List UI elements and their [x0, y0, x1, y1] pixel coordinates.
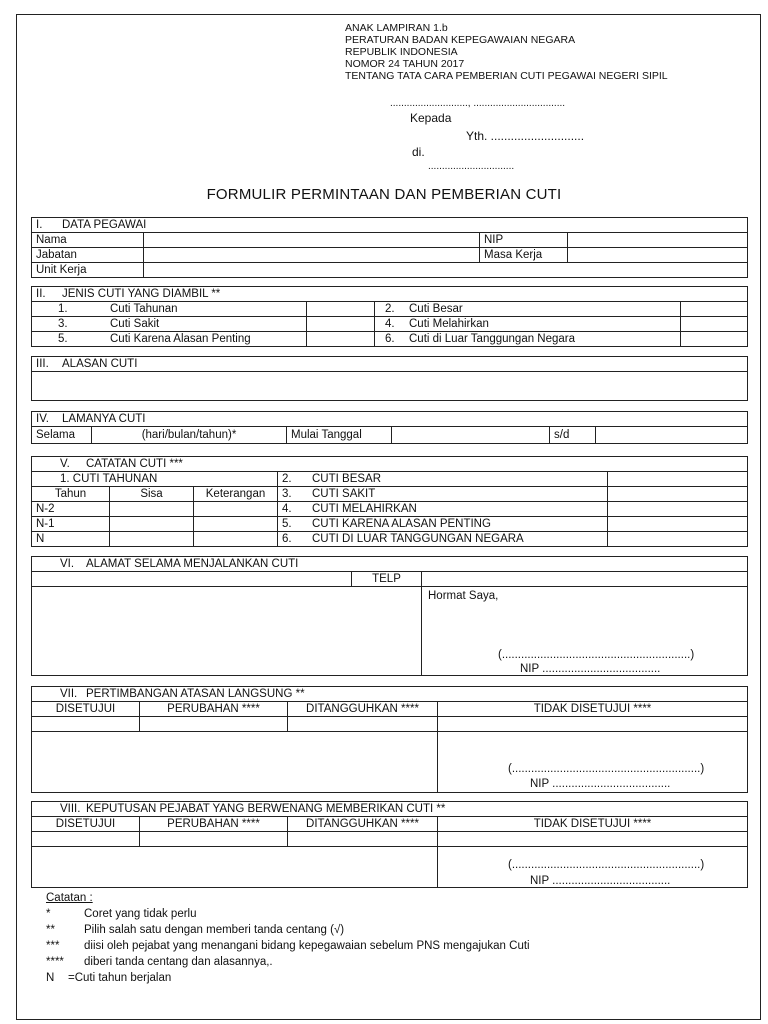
catatan-item-label: 6. CUTI DI LUAR TANGGUNGAN NEGARA [278, 532, 608, 547]
sd-label: s/d [550, 427, 596, 444]
ditangguhkan-header: DITANGGUHKAN **** [288, 817, 438, 832]
selama-label: Selama [32, 427, 92, 444]
yth-line: Yth. ............................ [466, 129, 585, 143]
catatan-item-field[interactable] [608, 532, 748, 547]
section-title: DATA PEGAWAI [62, 218, 147, 231]
section-number: III. [36, 357, 49, 370]
signature-name-line[interactable]: (...........................................................) [508, 859, 705, 871]
tidak-disetujui-header: TIDAK DISETUJUI **** [438, 702, 748, 717]
section-title: PERTIMBANGAN ATASAN LANGSUNG ** [86, 687, 305, 700]
catatan-item-label: 5. CUTI KARENA ALASAN PENTING [278, 517, 608, 532]
mulai-tanggal-label: Mulai Tanggal [287, 427, 392, 444]
leave-type-check[interactable] [681, 302, 748, 317]
keterangan-header: Keterangan [194, 487, 278, 502]
leave-type-label: 6. Cuti di Luar Tanggungan Negara [375, 332, 681, 347]
nip-label: NIP [480, 233, 568, 248]
section-number: IV. [36, 412, 50, 425]
section-keputusan-pejabat [31, 801, 748, 888]
signature-nip-line[interactable]: NIP ..................................... [530, 778, 671, 790]
start-date-field[interactable] [392, 427, 550, 444]
section-catatan-cuti [31, 456, 748, 547]
nama-field[interactable] [144, 233, 480, 248]
header-line: TENTANG TATA CARA PEMBERIAN CUTI PEGAWAI NEGERI SIPIL [345, 70, 668, 82]
ditangguhkan-check[interactable] [288, 832, 438, 847]
year-label: N-2 [32, 502, 110, 517]
signature-nip-line[interactable]: NIP ..................................... [530, 875, 671, 887]
alamat-detail-field[interactable] [32, 587, 422, 676]
keterangan-field[interactable] [194, 532, 278, 547]
section-lamanya-cuti [31, 411, 748, 444]
note-item: *** diisi oleh pejabat yang menangani bidang kepegawaian sebelum PNS mengajukan Cuti [46, 940, 530, 952]
catatan-item-label: 4. CUTI MELAHIRKAN [278, 502, 608, 517]
section-number: VIII. [60, 802, 81, 815]
duration-unit-field[interactable]: (hari/bulan/tahun)* [92, 427, 287, 444]
signature-nip-line[interactable]: NIP ..................................... [520, 663, 661, 675]
section-number: VI. [60, 557, 75, 570]
sisa-field[interactable] [110, 532, 194, 547]
ditangguhkan-check[interactable] [288, 717, 438, 732]
header-line: REPUBLIK INDONESIA [345, 46, 458, 58]
year-label: N-1 [32, 517, 110, 532]
telp-label: TELP [352, 572, 422, 587]
leave-type-label: 3. Cuti Sakit [32, 317, 307, 332]
perubahan-check[interactable] [140, 717, 288, 732]
section-title: ALAMAT SELAMA MENJALANKAN CUTI [86, 557, 299, 570]
catatan-item-field[interactable] [608, 487, 748, 502]
cuti-tahunan-title: 1. CUTI TAHUNAN [32, 472, 278, 487]
di-label: di. [412, 145, 425, 159]
tidak-disetujui-check[interactable] [438, 832, 748, 847]
nama-label: Nama [32, 233, 144, 248]
section-number: V. [60, 457, 70, 470]
unit-kerja-field[interactable] [144, 263, 748, 278]
section-jenis-cuti [31, 286, 748, 347]
note-item: ** Pilih salah satu dengan memberi tanda centang (√) [46, 924, 345, 936]
leave-type-label: 2. Cuti Besar [375, 302, 681, 317]
section-alasan-cuti [31, 356, 748, 401]
sisa-header: Sisa [110, 487, 194, 502]
end-date-field[interactable] [596, 427, 748, 444]
place-date: ............................, ................................. [390, 98, 566, 109]
keputusan-note-field[interactable] [32, 847, 438, 888]
header-line: NOMOR 24 TAHUN 2017 [345, 58, 465, 70]
leave-type-label: 4. Cuti Melahirkan [375, 317, 681, 332]
disetujui-header: DISETUJUI [32, 817, 140, 832]
sisa-field[interactable] [110, 517, 194, 532]
ditangguhkan-header: DITANGGUHKAN **** [288, 702, 438, 717]
leave-type-check[interactable] [681, 332, 748, 347]
signature-box [422, 587, 748, 676]
catatan-item-label: 2. CUTI BESAR [278, 472, 608, 487]
leave-type-check[interactable] [307, 317, 375, 332]
signature-name-line[interactable]: (...........................................................) [508, 763, 705, 775]
kepada-label: Kepada [410, 111, 452, 125]
section-title: KEPUTUSAN PEJABAT YANG BERWENANG MEMBERIKAN CUTI ** [86, 802, 446, 815]
regulation-header [345, 22, 668, 82]
leave-type-label: 5. Cuti Karena Alasan Penting [32, 332, 307, 347]
note-item: N =Cuti tahun berjalan [46, 972, 172, 984]
note-item: **** diberi tanda centang dan alasannya,. [46, 956, 273, 968]
tidak-disetujui-check[interactable] [438, 717, 748, 732]
telp-field[interactable] [422, 572, 748, 587]
section-number: II. [36, 287, 46, 300]
masa-kerja-field[interactable] [568, 248, 748, 263]
section-title: LAMANYA CUTI [62, 412, 146, 425]
notes-title: Catatan : [46, 892, 93, 904]
catatan-item-field[interactable] [608, 472, 748, 487]
section-alamat-cuti [31, 556, 748, 676]
atasan-signature-box [438, 732, 748, 793]
tidak-disetujui-header: TIDAK DISETUJUI **** [438, 817, 748, 832]
tahun-header: Tahun [32, 487, 110, 502]
keterangan-field[interactable] [194, 502, 278, 517]
catatan-item-label: 3. CUTI SAKIT [278, 487, 608, 502]
jabatan-label: Jabatan [32, 248, 144, 263]
leave-type-check[interactable] [307, 332, 375, 347]
perubahan-header: PERUBAHAN **** [140, 817, 288, 832]
signature-name-line[interactable]: (...........................................................) [498, 649, 695, 661]
header-line: ANAK LAMPIRAN 1.b [345, 22, 448, 34]
catatan-notes [46, 890, 530, 986]
perubahan-check[interactable] [140, 832, 288, 847]
keterangan-field[interactable] [194, 517, 278, 532]
header-line: PERATURAN BADAN KEPEGAWAIAN NEGARA [345, 34, 576, 46]
section-data-pegawai [31, 217, 748, 278]
di-line: ............................... [428, 161, 515, 172]
disetujui-header: DISETUJUI [32, 702, 140, 717]
leave-type-check[interactable] [681, 317, 748, 332]
section-title: CATATAN CUTI *** [86, 457, 183, 470]
sisa-field[interactable] [110, 502, 194, 517]
section-pertimbangan-atasan [31, 686, 748, 793]
form-title: FORMULIR PERMINTAAN DAN PEMBERIAN CUTI [206, 186, 562, 203]
masa-kerja-label: Masa Kerja [480, 248, 568, 263]
nip-field[interactable] [568, 233, 748, 248]
year-label: N [32, 532, 110, 547]
section-title: JENIS CUTI YANG DIAMBIL ** [62, 287, 221, 300]
leave-type-check[interactable] [307, 302, 375, 317]
leave-type-label: 1. Cuti Tahunan [32, 302, 307, 317]
pejabat-signature-box [438, 847, 748, 888]
pertimbangan-note-field[interactable] [32, 732, 438, 793]
disetujui-check[interactable] [32, 832, 140, 847]
section-number: I. [36, 218, 43, 231]
section-number: VII. [60, 687, 78, 700]
alasan-field[interactable] [32, 372, 748, 401]
perubahan-header: PERUBAHAN **** [140, 702, 288, 717]
catatan-item-field[interactable] [608, 502, 748, 517]
section-title: ALASAN CUTI [62, 357, 138, 370]
disetujui-check[interactable] [32, 717, 140, 732]
hormat-saya: Hormat Saya, [428, 590, 499, 602]
alamat-field[interactable] [32, 572, 352, 587]
catatan-item-field[interactable] [608, 517, 748, 532]
jabatan-field[interactable] [144, 248, 480, 263]
note-item: * Coret yang tidak perlu [46, 908, 197, 920]
unit-kerja-label: Unit Kerja [32, 263, 144, 278]
